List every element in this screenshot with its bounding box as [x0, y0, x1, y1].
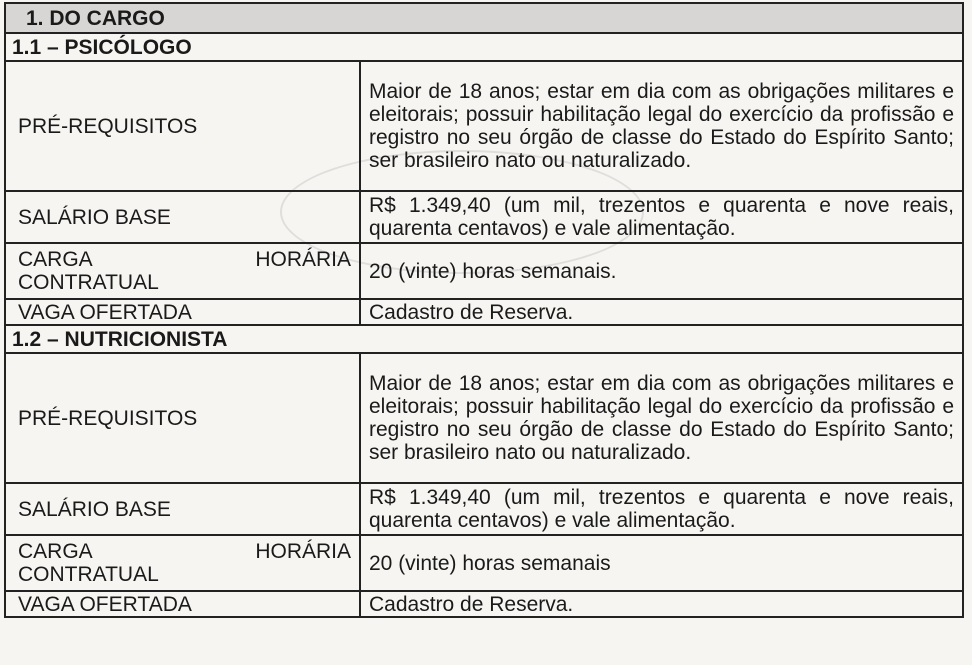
- position-heading: 1.2 – NUTRICIONISTA: [5, 325, 963, 353]
- prerequisites-row: [5, 353, 963, 483]
- hours-row: [5, 535, 963, 591]
- job-table: [4, 2, 964, 618]
- position-heading-row: [5, 33, 963, 61]
- vacancy-label: VAGA OFERTADA: [5, 299, 360, 325]
- hours-label: [5, 535, 360, 591]
- hours-label: [5, 243, 360, 299]
- hours-label-horaria: HORÁRIA: [255, 248, 351, 271]
- section-title: 1. DO CARGO: [5, 3, 963, 33]
- section-header-row: [5, 3, 963, 33]
- position-heading-row: [5, 325, 963, 353]
- hours-row: [5, 243, 963, 299]
- salary-row: [5, 483, 963, 535]
- prerequisites-text: Maior de 18 anos; estar em dia com as obrigações militares e eleitorais; possuir habilitação legal do exercício da profissão e registro no seu órgão de classe do Estado do Espírito Santo; ser brasileiro nato ou naturalizado.: [360, 353, 963, 483]
- position-heading: 1.1 – PSICÓLOGO: [5, 33, 963, 61]
- prerequisites-row: [5, 61, 963, 191]
- prerequisites-text: Maior de 18 anos; estar em dia com as obrigações militares e eleitorais; possuir habilitação legal do exercício da profissão e registro no seu órgão de classe do Estado do Espírito Santo; ser brasileiro nato ou naturalizado.: [360, 61, 963, 191]
- salary-label: SALÁRIO BASE: [5, 191, 360, 243]
- hours-label-carga: CARGA: [18, 248, 93, 271]
- vacancy-row: [5, 299, 963, 325]
- hours-text: 20 (vinte) horas semanais: [360, 535, 963, 591]
- prerequisites-label: PRÉ-REQUISITOS: [5, 353, 360, 483]
- salary-text: R$ 1.349,40 (um mil, trezentos e quarenta e nove reais, quarenta centavos) e vale alimentação.: [360, 483, 963, 535]
- hours-text: 20 (vinte) horas semanais.: [360, 243, 963, 299]
- hours-label-horaria: HORÁRIA: [255, 540, 351, 563]
- vacancy-text: Cadastro de Reserva.: [360, 299, 963, 325]
- vacancy-row: [5, 591, 963, 617]
- hours-label-contratual: CONTRATUAL: [18, 563, 159, 586]
- salary-text: R$ 1.349,40 (um mil, trezentos e quarenta e nove reais, quarenta centavos) e vale alimentação.: [360, 191, 963, 243]
- vacancy-text: Cadastro de Reserva.: [360, 591, 963, 617]
- prerequisites-label: PRÉ-REQUISITOS: [5, 61, 360, 191]
- salary-label: SALÁRIO BASE: [5, 483, 360, 535]
- hours-label-contratual: CONTRATUAL: [18, 271, 159, 294]
- hours-label-carga: CARGA: [18, 540, 93, 563]
- vacancy-label: VAGA OFERTADA: [5, 591, 360, 617]
- salary-row: [5, 191, 963, 243]
